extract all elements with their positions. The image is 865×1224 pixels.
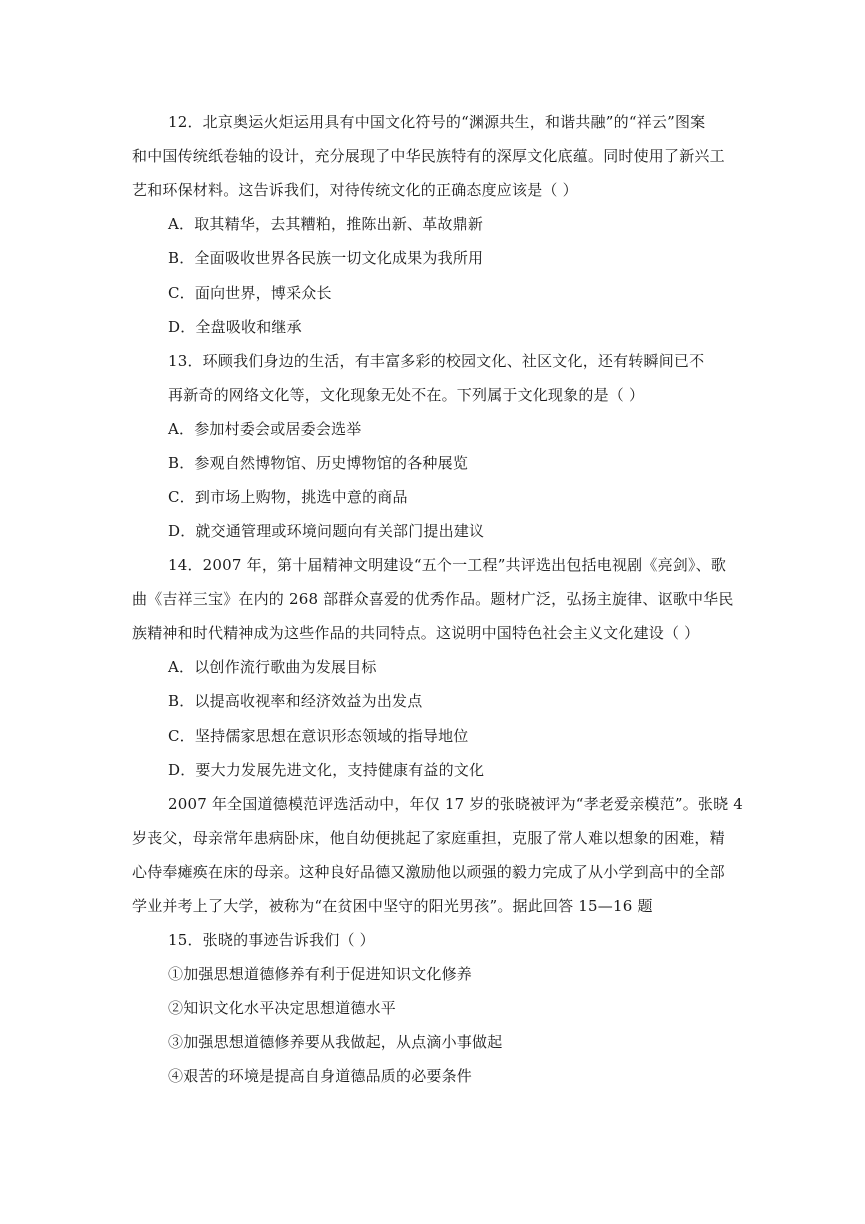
q14-option-b: B．以提高收视率和经济效益为出发点 — [168, 692, 423, 710]
q14-stem-line-2: 曲《吉祥三宝》在内的 268 部群众喜爱的优秀作品。题材广泛，弘扬主旋律、讴歌中华民 — [132, 590, 734, 608]
q12-stem-line-1: 12．北京奥运火炬运用具有中国文化符号的“渊源共生，和谐共融”的“祥云”图案 — [168, 113, 706, 131]
q14-option-a: A．以创作流行歌曲为发展目标 — [168, 658, 377, 676]
q13-option-a: A．参加村委会或居委会选举 — [168, 420, 362, 438]
q13-option-c: C．到市场上购物，挑选中意的商品 — [168, 488, 408, 506]
passage-line-3: 心侍奉瘫痪在床的母亲。这种良好品德又激励他以顽强的毅力完成了从小学到高中的全部 — [132, 863, 725, 881]
q15-stem-line-1: 15．张晓的事迹告诉我们（ ） — [168, 931, 375, 949]
q12-option-d: D．全盘吸收和继承 — [168, 318, 302, 336]
passage-line-4: 学业并考上了大学，被称为“在贫困中坚守的阳光男孩”。据此回答 15—16 题 — [132, 897, 653, 915]
passage-line-1: 2007 年全国道德模范评选活动中，年仅 17 岁的张晓被评为“孝老爱亲模范”。张晓 4 — [168, 795, 744, 813]
q15-option-1: ①加强思想道德修养有利于促进知识文化修养 — [168, 965, 473, 983]
q14-option-c: C．坚持儒家思想在意识形态领域的指导地位 — [168, 727, 469, 745]
q12-stem-line-2: 和中国传统纸卷轴的设计，充分展现了中华民族特有的深厚文化底蕴。同时使用了新兴工 — [132, 147, 725, 165]
q14-option-d: D．要大力发展先进文化，支持健康有益的文化 — [168, 761, 485, 779]
q15-option-3: ③加强思想道德修养要从我做起，从点滴小事做起 — [168, 1033, 503, 1051]
q14-stem-line-1: 14．2007 年，第十届精神文明建设“五个一工程”共评选出包括电视剧《亮剑》、歌 — [168, 556, 727, 574]
q12-option-b: B．全面吸收世界各民族一切文化成果为我所用 — [168, 249, 484, 267]
q13-stem-line-1: 13．环顾我们身边的生活，有丰富多彩的校园文化、社区文化，还有转瞬间已不 — [168, 352, 705, 370]
q13-stem-line-2: 再新奇的网络文化等，文化现象无处不在。下列属于文化现象的是（ ） — [168, 386, 645, 404]
q12-stem-line-3: 艺和环保材料。这告诉我们，对待传统文化的正确态度应该是（ ） — [132, 181, 578, 199]
q13-option-b: B．参观自然博物馆、历史博物馆的各种展览 — [168, 454, 469, 472]
q12-option-a: A．取其精华，去其糟粕，推陈出新、革故鼎新 — [168, 215, 484, 233]
q15-option-4: ④艰苦的环境是提高自身道德品质的必要条件 — [168, 1067, 473, 1085]
q15-option-2: ②知识文化水平决定思想道德水平 — [168, 999, 397, 1017]
q14-stem-line-3: 族精神和时代精神成为这些作品的共同特点。这说明中国特色社会主义文化建设（ ） — [132, 624, 700, 642]
q13-option-d: D．就交通管理或环境问题向有关部门提出建议 — [168, 522, 485, 540]
q12-option-c: C．面向世界，博采众长 — [168, 284, 332, 302]
passage-line-2: 岁丧父，母亲常年患病卧床，他自幼便挑起了家庭重担，克服了常人难以想象的困难，精 — [132, 829, 725, 847]
